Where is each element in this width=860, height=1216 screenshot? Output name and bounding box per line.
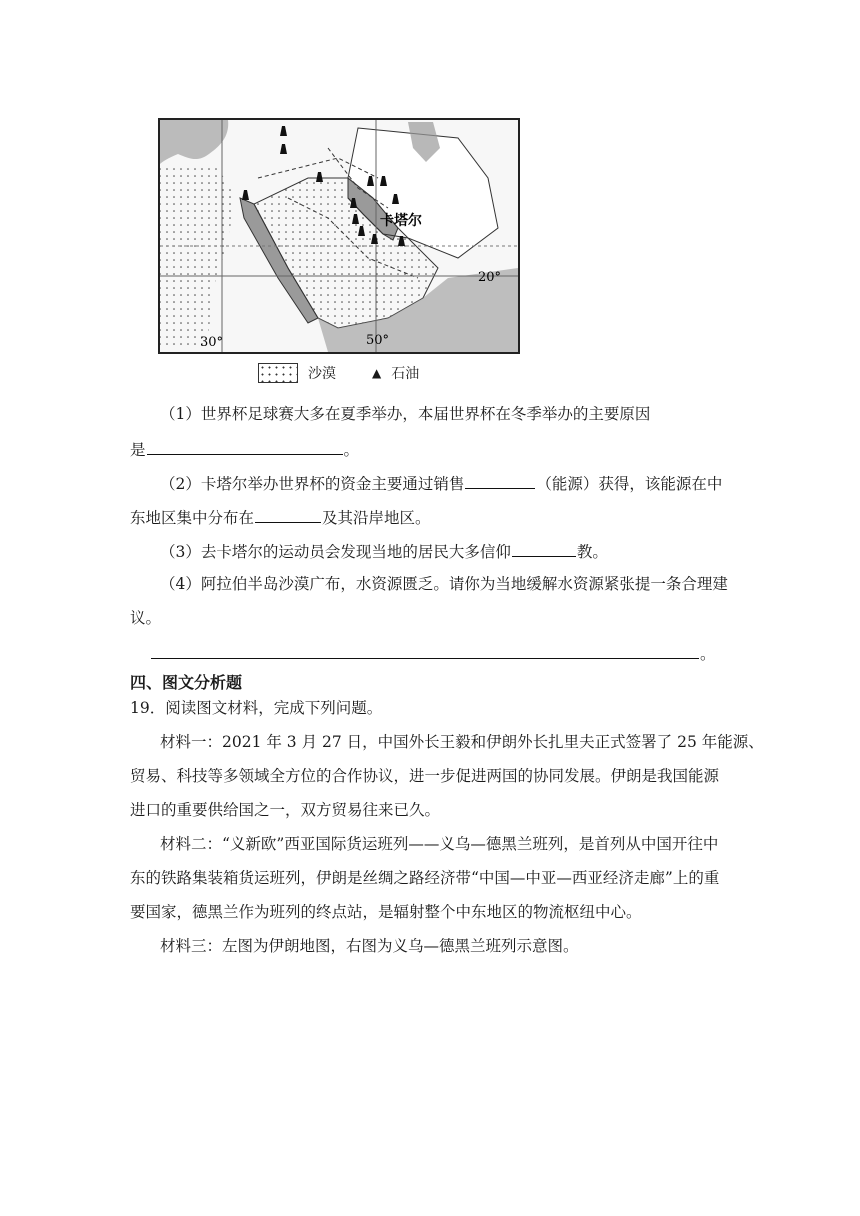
material1-line2: 贸易、科技等多领域全方位的合作协议，进一步促进两国的协同发展。伊朗是我国能源 bbox=[130, 767, 720, 785]
q3-religion-blank[interactable] bbox=[512, 540, 576, 557]
q4-answer-blank[interactable] bbox=[151, 642, 699, 659]
material2-line1: 材料二：“义新欧”西亚国际货运班列——义乌—德黑兰班列，是首列从中国开往中 bbox=[160, 835, 719, 853]
map-legend bbox=[258, 360, 419, 386]
qatar-label: 卡塔尔 bbox=[380, 213, 422, 229]
q1-line2: 是 。 bbox=[130, 438, 359, 460]
middle-east-map bbox=[158, 118, 520, 354]
material3-line1: 材料三：左图为伊朗地图，右图为义乌—德黑兰班列示意图。 bbox=[160, 937, 579, 955]
q2-line1: （2）卡塔尔举办世界杯的资金主要通过销售 （能源）获得，该能源在中 bbox=[160, 472, 722, 494]
desert-swatch-icon bbox=[258, 363, 298, 383]
q3-line: （3）去卡塔尔的运动员会发现当地的居民大多信仰 教。 bbox=[160, 540, 608, 562]
q1-answer-blank[interactable] bbox=[147, 438, 343, 455]
q4-line1: （4）阿拉伯半岛沙漠广布，水资源匮乏。请你为当地缓解水资源紧张提一条合理建 bbox=[160, 575, 728, 593]
q2-region-blank[interactable] bbox=[255, 506, 321, 523]
material2-line2: 东的铁路集装箱货运班列，伊朗是丝绸之路经济带“中国—中亚—西亚经济走廊”上的重 bbox=[130, 869, 720, 887]
lon-30-label: 30° bbox=[200, 335, 224, 350]
q2-line2: 东地区集中分布在 及其沿岸地区。 bbox=[130, 506, 431, 528]
q19-prompt: 19．阅读图文材料，完成下列问题。 bbox=[130, 699, 383, 717]
q1-line1: （1）世界杯足球赛大多在夏季举办，本届世界杯在冬季举办的主要原因 bbox=[160, 405, 651, 423]
q4-answer-line: 。 bbox=[150, 642, 716, 664]
material2-line3: 要国家，德黑兰作为班列的终点站，是辐射整个中东地区的物流枢纽中心。 bbox=[130, 903, 642, 921]
material1-line3: 进口的重要供给国之一，双方贸易往来已久。 bbox=[130, 801, 441, 819]
material1-line1: 材料一：2021 年 3 月 27 日，中国外长王毅和伊朗外长扎里夫正式签署了 25 年能源、 bbox=[160, 733, 764, 751]
section-4-title: 四、图文分析题 bbox=[130, 673, 243, 692]
q2-energy-blank[interactable] bbox=[465, 472, 535, 489]
legend-desert-label: 沙漠 bbox=[308, 366, 336, 382]
lon-50-label: 50° bbox=[366, 333, 390, 348]
oil-icon: ▲ bbox=[372, 366, 382, 380]
q4-line2: 议。 bbox=[130, 609, 162, 627]
legend-oil-label: 石油 bbox=[391, 366, 420, 382]
lat-20-label: 20° bbox=[478, 270, 502, 285]
